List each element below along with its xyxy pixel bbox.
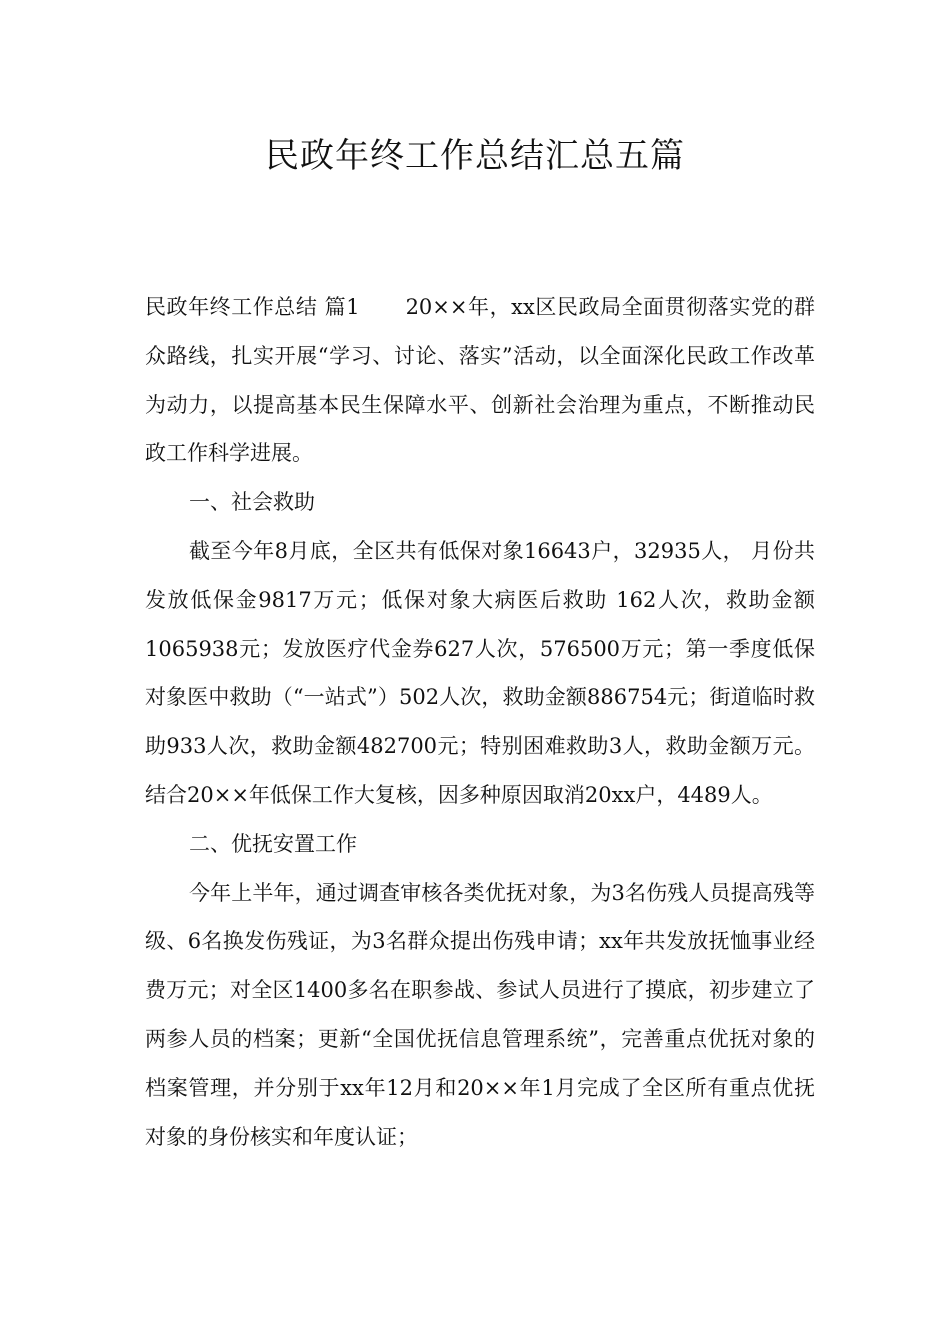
- document-body: [145, 283, 815, 1161]
- paragraph-special-care: 今年上半年，通过调查审核各类优抚对象，为3名伤残人员提高残等级、6名换发伤残证，为3名群众提出伤残申请；xx年共发放抚恤事业经费万元；对全区1400多名在职参战、参试人员进行了摸底，初步建立了两参人员的档案；更新“全国优抚信息管理系统”，完善重点优抚对象的档案管理，并分别于xx年12月和20××年1月完成了全区所有重点优抚对象的身份核实和年度认证；: [145, 880, 815, 1149]
- section-heading-special-care: 二、优抚安置工作: [189, 831, 357, 856]
- paragraph-social-aid: 截至今年8月底，全区共有低保对象16643户，32935人， 月份共发放低保金9817万元；低保对象大病医后救助 162人次，救助金额1065938元；发放医疗代金券627人次，576500万元；第一季度低保对象医中救助（“一站式”）502人次，救助金额886754元；街道临时救助933人次，救助金额482700元；特别困难救助3人，救助金额万元。结合20××年低保工作大复核，因多种原因取消20xx户，4489人。: [145, 538, 815, 807]
- document-title: 民政年终工作总结汇总五篇: [265, 136, 685, 176]
- paragraph-intro: [145, 283, 815, 478]
- section-heading-social-aid: 一、社会救助: [189, 490, 315, 515]
- intro-text: 20××年，xx区民政局全面贯彻落实党的群众路线，扎实开展“学习、讨论、落实”活动，以全面深化民政工作改革为动力，以提高基本民生保障水平、创新社会治理为重点，不断推动民政工作科学进展。: [145, 295, 815, 466]
- section-label: 民政年终工作总结 篇1: [145, 295, 360, 319]
